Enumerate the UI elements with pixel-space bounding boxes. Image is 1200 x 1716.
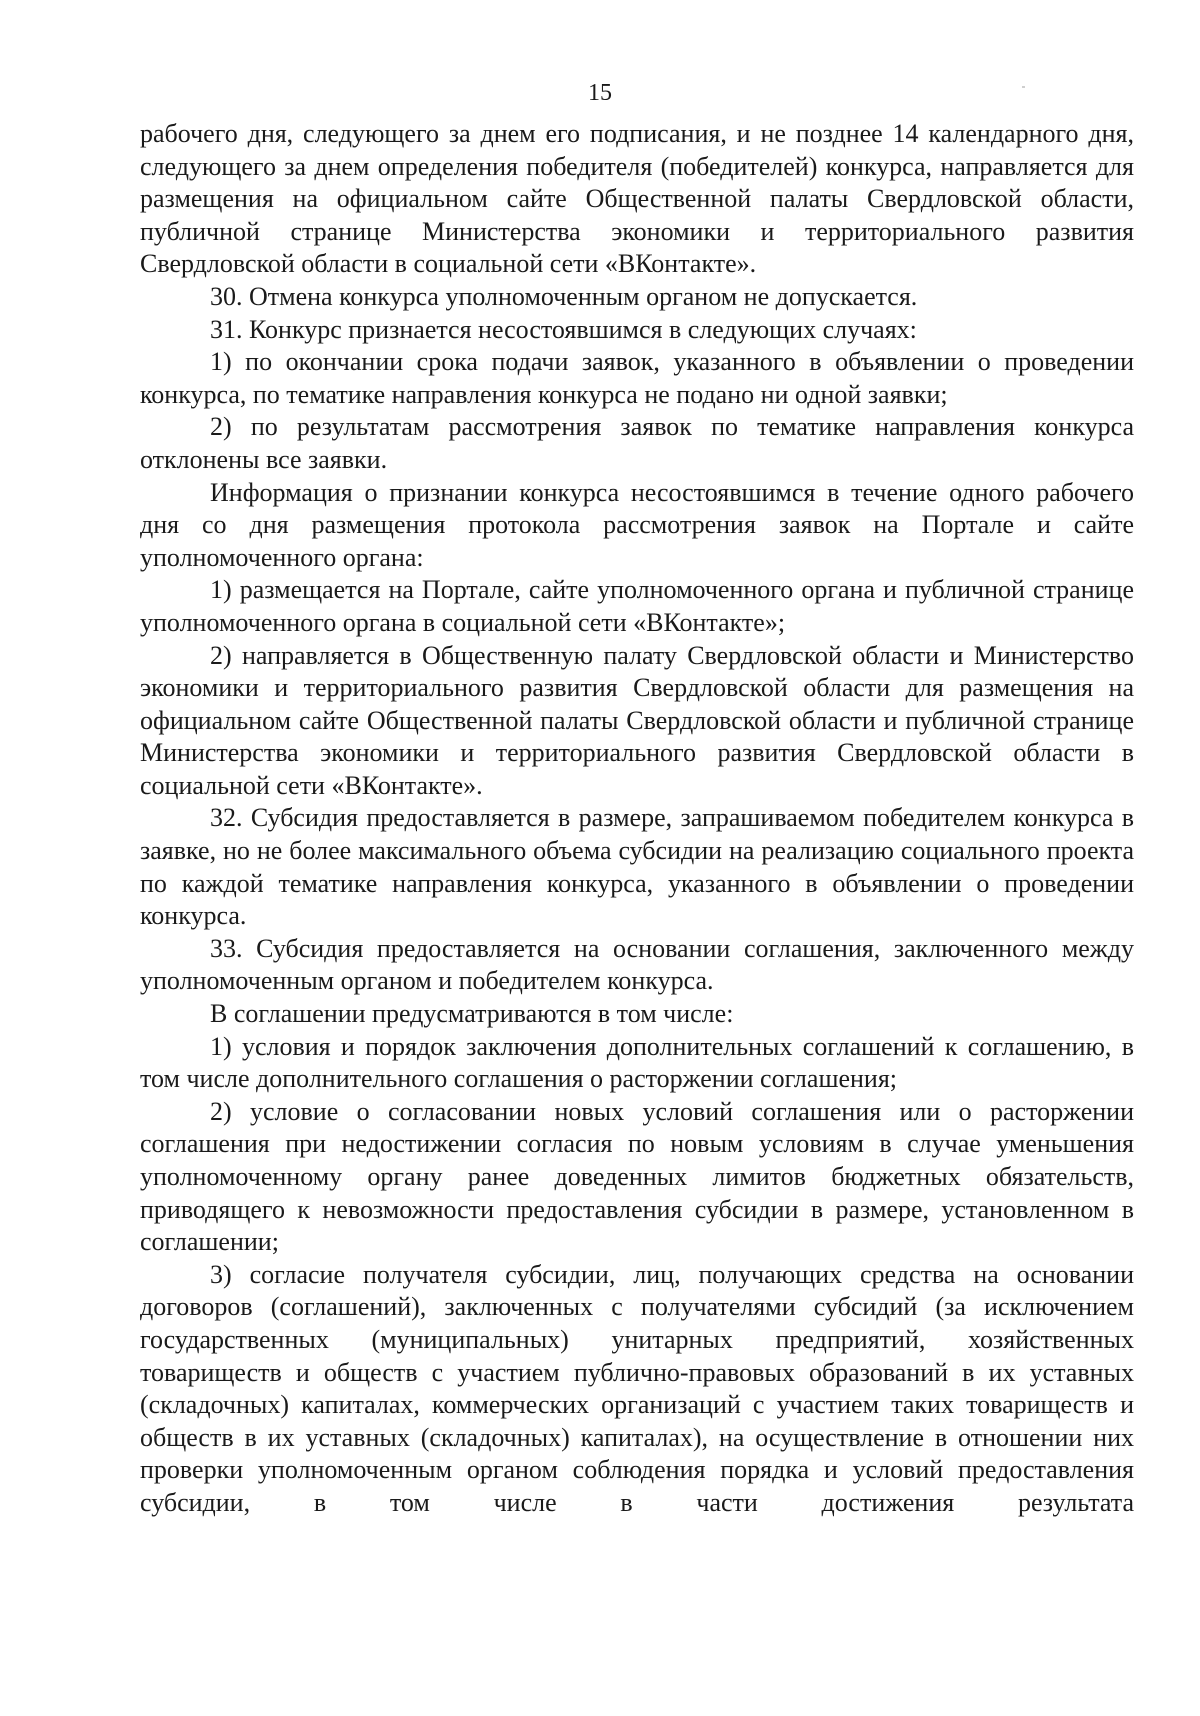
paragraph-information-1: 1) размещается на Портале, сайте уполномоченного органа и публичной странице уполномоченного органа в социальной сети «ВКонтакте»; xyxy=(140,575,1134,637)
paragraph-information-2: 2) направляется в Общественную палату Свердловской области и Министерство экономики и территориального развития Свердловской области для размещения на официальном сайте Общественной палаты Свердловской области и публичной странице Министерства экономики и территориального развития Свердловской области в социальной сети «ВКонтакте». xyxy=(140,640,1134,800)
paragraph-agreement-intro: В соглашении предусматриваются в том числе: xyxy=(210,999,734,1029)
page-number: 15 xyxy=(588,80,612,106)
document-body xyxy=(140,118,1134,1520)
paragraph-information: Информация о признании конкурса несостоявшимся в течение одного рабочего дня со дня размещения протокола рассмотрения заявок на Портале и сайте уполномоченного органа: xyxy=(140,477,1134,572)
paragraph-item-30: 30. Отмена конкурса уполномоченным органом не допускается. xyxy=(210,281,918,311)
paragraph-continuation: рабочего дня, следующего за днем его подписания, и не позднее 14 календарного дня, следующего за днем определения победителя (победителей) конкурса, направляется для размещения на официальном сайте Общественной палаты Свердловской области, публичной странице Министерства экономики и территориального развития Свердловской области в социальной сети «ВКонтакте». xyxy=(140,119,1134,279)
paragraph-item-31-1: 1) по окончании срока подачи заявок, указанного в объявлении о проведении конкурса, по тематике направления конкурса не подано ни одной заявки; xyxy=(140,347,1134,409)
paragraph-item-33: 33. Субсидия предоставляется на основании соглашения, заключенного между уполномоченным органом и победителем конкурса. xyxy=(140,933,1134,996)
paragraph-agreement-3: 3) согласие получателя субсидии, лиц, получающих средства на основании договоров (соглашений), заключенных с получателями субсидий (за исключением государственных (муниципальных) унитарных предприятий, хозяйственных товариществ и обществ с участием публично-правовых образований в их уставных (складочных) капиталах, коммерческих организаций с участием таких товариществ и обществ в их уставных (складочных) капиталах), на осуществление в отношении них проверки уполномоченным органом соблюдения порядка и условий предоставления субсидии, в том числе в части достижения результата xyxy=(140,1259,1134,1517)
paragraph-item-31-2: 2) по результатам рассмотрения заявок по тематике направления конкурса отклонены все заявки. xyxy=(140,412,1134,474)
paragraph-agreement-2: 2) условие о согласовании новых условий соглашения или о расторжении соглашения при недостижении согласия по новым условиям в случае уменьшения уполномоченному органу ранее доведенных лимитов бюджетных обязательств, приводящего к невозможности предоставления субсидии в размере, установленном в соглашении; xyxy=(140,1096,1134,1257)
paragraph-item-31: 31. Конкурс признается несостоявшимся в следующих случаях: xyxy=(210,314,917,344)
paragraph-item-32: 32. Субсидия предоставляется в размере, запрашиваемом победителем конкурса в заявке, но не более максимального объема субсидии на реализацию социального проекта по каждой тематике направления конкурса, указанного в объявлении о проведении конкурса. xyxy=(140,803,1134,931)
paragraph-agreement-1: 1) условия и порядок заключения дополнительных соглашений к соглашению, в том числе дополнительного соглашения о расторжении соглашения; xyxy=(140,1031,1134,1094)
